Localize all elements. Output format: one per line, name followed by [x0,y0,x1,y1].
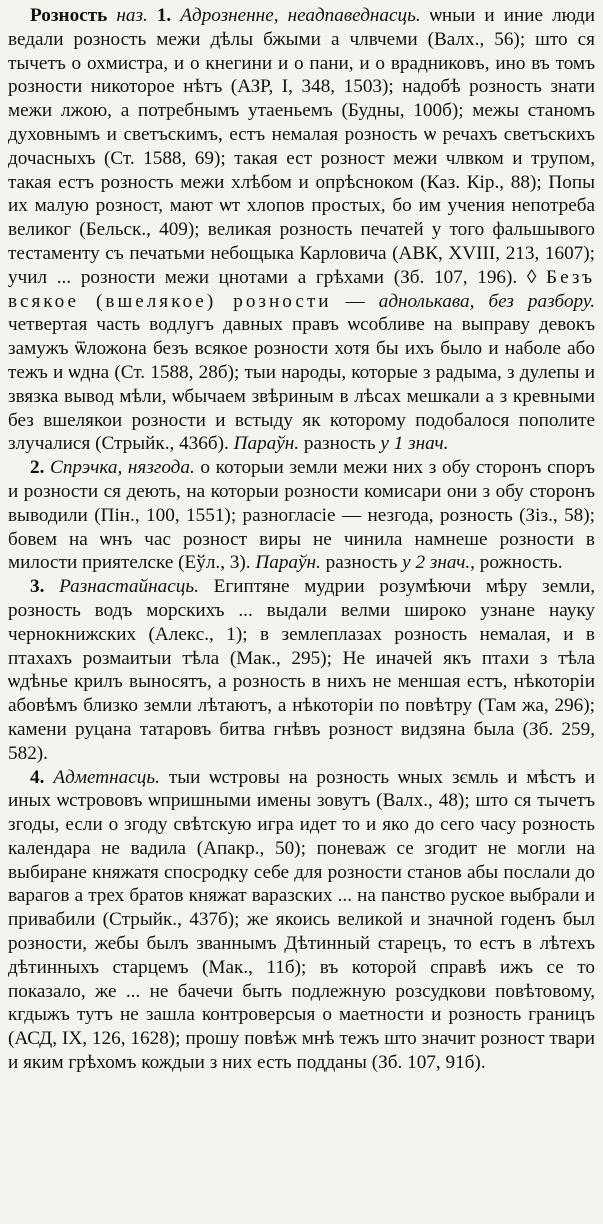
see-also-label: Параўн. [233,433,300,455]
set-phrase: Безъ всякое (вшелякое) розности [8,266,595,312]
sense-gloss: Адметнасць. [53,766,160,788]
sense-citations: тыи ѡстровы на розность ѡных зємль и мѣстъ и иных ѡстрововъ ѡпришными имены зовутъ (Валх., 48); што ся тычетъ згоды, если о згоду свѣтскую игра идет то и яко до сего часу розность календара не вадила (Апакр., 50); поневаж се згодит не могли на выбиране княжатя спосродку себе для розности станов абы послали до варагов а трех братов княжат варазских ... на панство руское выбрали и привабили (Стрыйк., 437б); же якоись великой и значной годенъ был розности, жебы былъ званнымъ Дѣтинный старецъ, то естъ в лѣтехъ дѣтинныхъ старцемъ (Мак., 11б); въ которой справѣ ижъ се то показало, же ... не бачечи быть подлежную розсудкови повѣтовому, кгдыжъ тутъ не зашла контроверсыя о маетности и розность границъ (АСД, IX, 126, 1628); прошу повѣж мнѣ тежъ што значит розност твари и яким грѣхомъ кождыи з них есть подданы (Зб. 107, 91б). [8,766,596,1074]
sense-citations: Египтяне мудрии розумѣючи мѣру земли, розность водъ морскихъ ... выдали велми широко узнане науку чернокнижских (Алекс., 1); в землеплазах розность немалая, и в птахахъ розмаитыи тѣла (Мак., 295); Не иначей якъ птахи з тѣла ѡдѣнье крилъ выносятъ, а розность в нихъ не меншая естъ, нѣкоторіи абовѣмъ близко земли лѣтаютъ, а нѣкоторіи по повѣтру (Там жа, 296); камени руцана татаровъ битва гнѣвъ розност видзяна была (Зб. 259, 582). [8,576,596,764]
see-also-tail: , рожность. [470,552,563,574]
phrase-gloss: аднолькава, без разбору. [378,290,595,312]
sense-number: 3. [30,576,45,598]
sense-gloss: Разнастайнасць. [59,576,199,598]
sense-citations: о которыи земли межи них з обу сторонъ споръ и розности ся деють, на которыи розности комисари они з обу сторонъ выводили (Пін., 100, 1551); разногласіе — незгода, розность (Зіз., 58); бовем на ѡнъ час розност виры не чинила намнеше розности в милости приятелске (Еўл., 3). [8,457,595,574]
sense-number: 4. [30,766,45,788]
sense-gloss: Спрэчка, нязгода. [50,457,195,479]
sense-number: 1. [156,5,172,26]
see-also-ref: у 2 знач. [402,552,471,574]
sense-citations: ѡныи и иние люди ведали розность межи дѣлы бжыми а члвчеми (Валх., 56); што ся тычетъ о охмистра, и о кнегини и о пани, и о врадниковъ, ино въ томъ розности никоторое нѣтъ (АЗР, І, 348, 1503); надобѣ розность знати межи лжою, а потребнымъ утаеньемъ (Будны, 100б); межы станомъ духовнымъ и светъскимъ, естъ немалая розность ѡ речахъ светъскихъ дочасныхъ (Ст. 1588, 69); такая ест розност межи члвком и трупом, такая естъ розность межи хлѣбом и опрѣсноком (Каз. Кір., 88); Попы их малую розност, мают ѡт хлопов простых, бо им учения непотреба великог (Бельск., 409); великая розность печатей у того фальшывого тестаменту съ печатьми небощыка Карловича (АВК, XVIII, 213, 1607); учил ... розности межи цнотами а грѣхами (Зб. 107, 196). ◊ [8,5,596,288]
entry-sense-1 [8,4,595,456]
see-also-word: разность [299,433,381,455]
see-also-word: разность [320,552,403,574]
sense-gloss: Адрозненне, неадпаведнасць. [180,5,421,26]
entry-sense-4 [8,766,595,1075]
see-also-ref: у 1 знач. [380,433,449,455]
see-also-label: Параўн. [255,552,321,574]
part-of-speech-tag: наз. [116,5,148,26]
sense-number: 2. [30,457,45,479]
entry-sense-2 [8,456,595,575]
phrase-citations: четвертая часть водлугъ давных правъ ѡсобливе на выправу девокъ замужъ ѿложона безъ всякое розности хотя бы ихъ было и наболе або тежъ и ѡдна (Ст. 1588, 28б); тыи народы, которые з радыма, з дулепы и звязка вывод мѣли, ѡбычаем звѣриным в лѣсах мешкали а з кревными без вшелякои розности и встыду як которому подобалося пополите злучалися (Стрыйк., 436б). [8,314,595,455]
headword: Розность [30,5,108,26]
phrase-dash: — [331,290,379,312]
entry-sense-3 [8,575,595,765]
